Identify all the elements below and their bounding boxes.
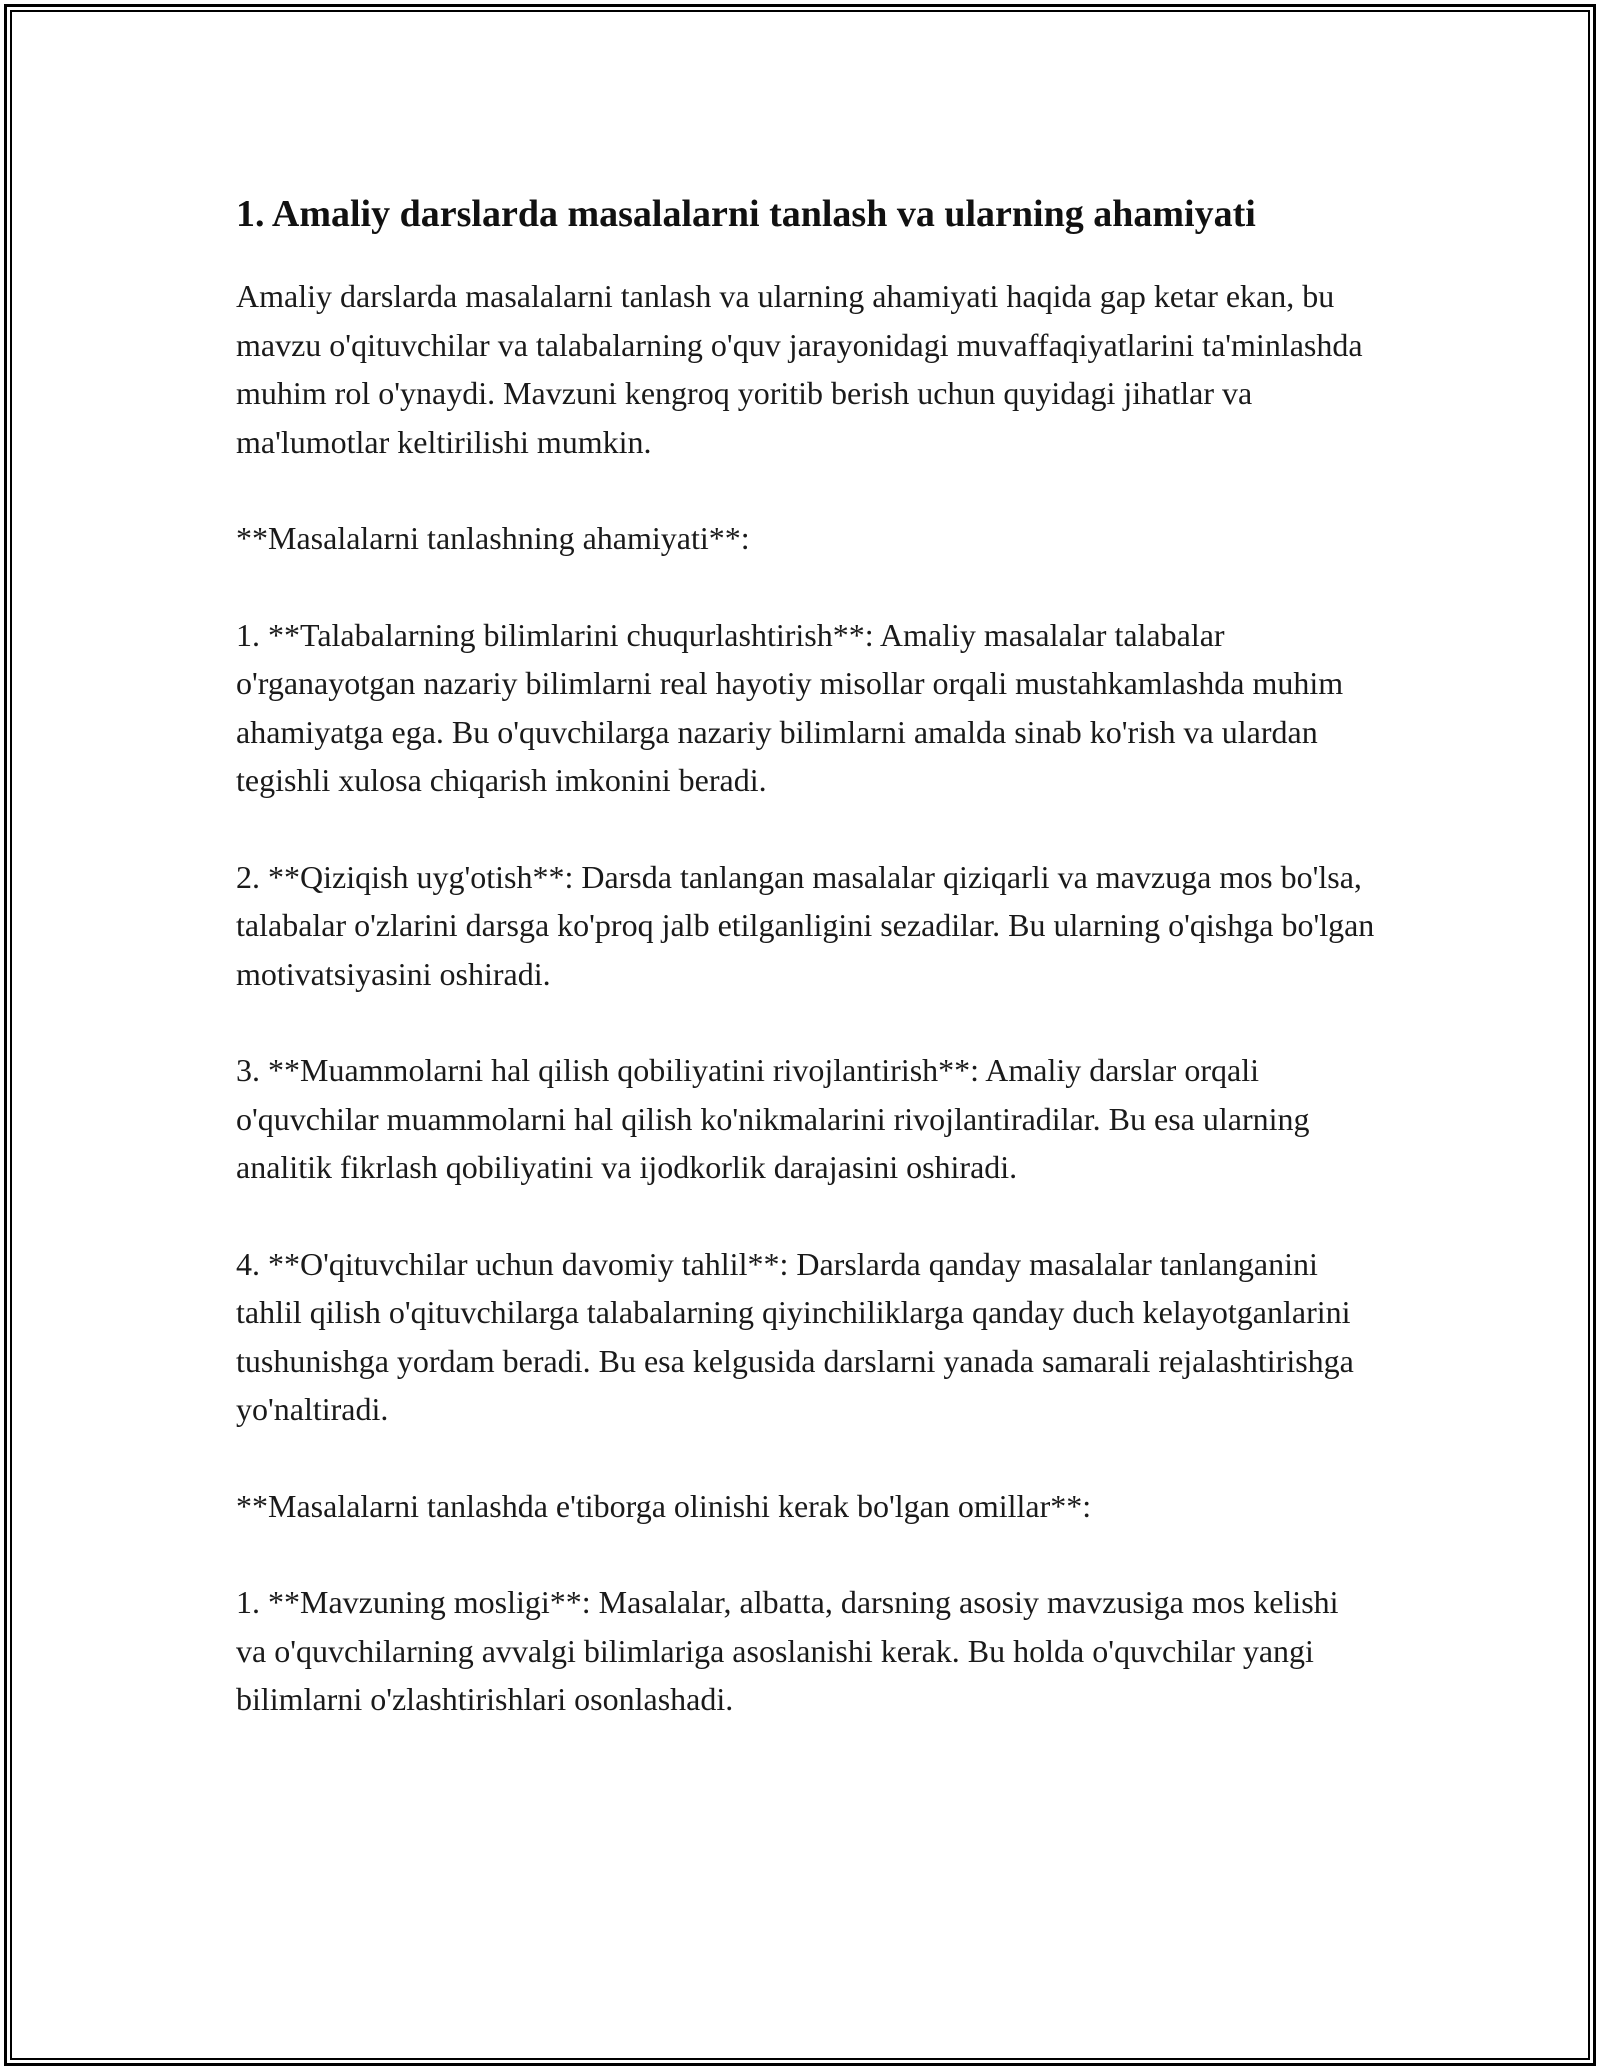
list-item-importance-2: 2. **Qiziqish uyg'otish**: Darsda tanlangan masalalar qiziqarli va mavzuga mos bo'lsa, talabalar o'zlarini darsga ko'proq jalb etilganligini sezadilar. Bu ularning o'qishga bo'lgan motivatsiyasini oshiradi. [236,858,1375,992]
list-item-importance-1: 1. **Talabalarning bilimlarini chuqurlashtirish**: Amaliy masalalar talabalar o'rganayotgan nazariy bilimlarni real hayotiy misollar orqali mustahkamlashda muhim ahamiyatga ega. Bu o'quvchilarga nazariy bilimlarni amalda sinab ko'rish va ulardan tegishli xulosa chiqarish imkonini beradi. [236,616,1344,798]
section-heading-importance: **Masalalarni tanlashning ahamiyati**: [236,520,750,556]
section-heading-factors: **Masalalarni tanlashda e'tiborga olinishi kerak bo'lgan omillar**: [236,1487,1092,1524]
document-body [236,186,1376,1772]
list-item-factors-1: 1. **Mavzuning mosligi**: Masalalar, albatta, darsning asosiy mavzusiga mos kelishi va o'quvchilarning avvalgi bilimlariga asoslanishi kerak. Bu holda o'quvchilar yangi bilimlarni o'zlashtirishlari osonlashadi. [236,1584,1339,1717]
document-title: 1. Amaliy darslarda masalalarni tanlash va ularning ahamiyati [236,193,1256,235]
intro-paragraph: Amaliy darslarda masalalarni tanlash va ularning ahamiyati haqida gap ketar ekan, bu mavzu o'qituvchilar va talabalarning o'quv jarayonidagi muvaffaqiyatlarini ta'minlashda muhim rol o'ynaydi. Mavzuni kengroq yoritib berish uchun quyidagi jihatlar va ma'lumotlar keltirilishi mumkin. [236,278,1363,460]
list-item-importance-3: 3. **Muammolarni hal qilish qobiliyatini rivojlantirish**: Amaliy darslar orqali o'quvchilar muammolarni hal qilish ko'nikmalarini rivojlantiradilar. Bu esa ularning analitik fikrlash qobiliyatini va ijodkorlik darajasini oshiradi. [236,1052,1310,1185]
list-item-importance-4: 4. **O'qituvchilar uchun davomiy tahlil**: Darslarda qanday masalalar tanlanganini tahlil qilish o'qituvchilarga talabalarning qiyinchiliklarga qanday duch kelayotganlarini tushunishga yordam beradi. Bu esa kelgusida darslarni yanada samarali rejalashtirishga yo'naltiradi. [236,1245,1354,1427]
